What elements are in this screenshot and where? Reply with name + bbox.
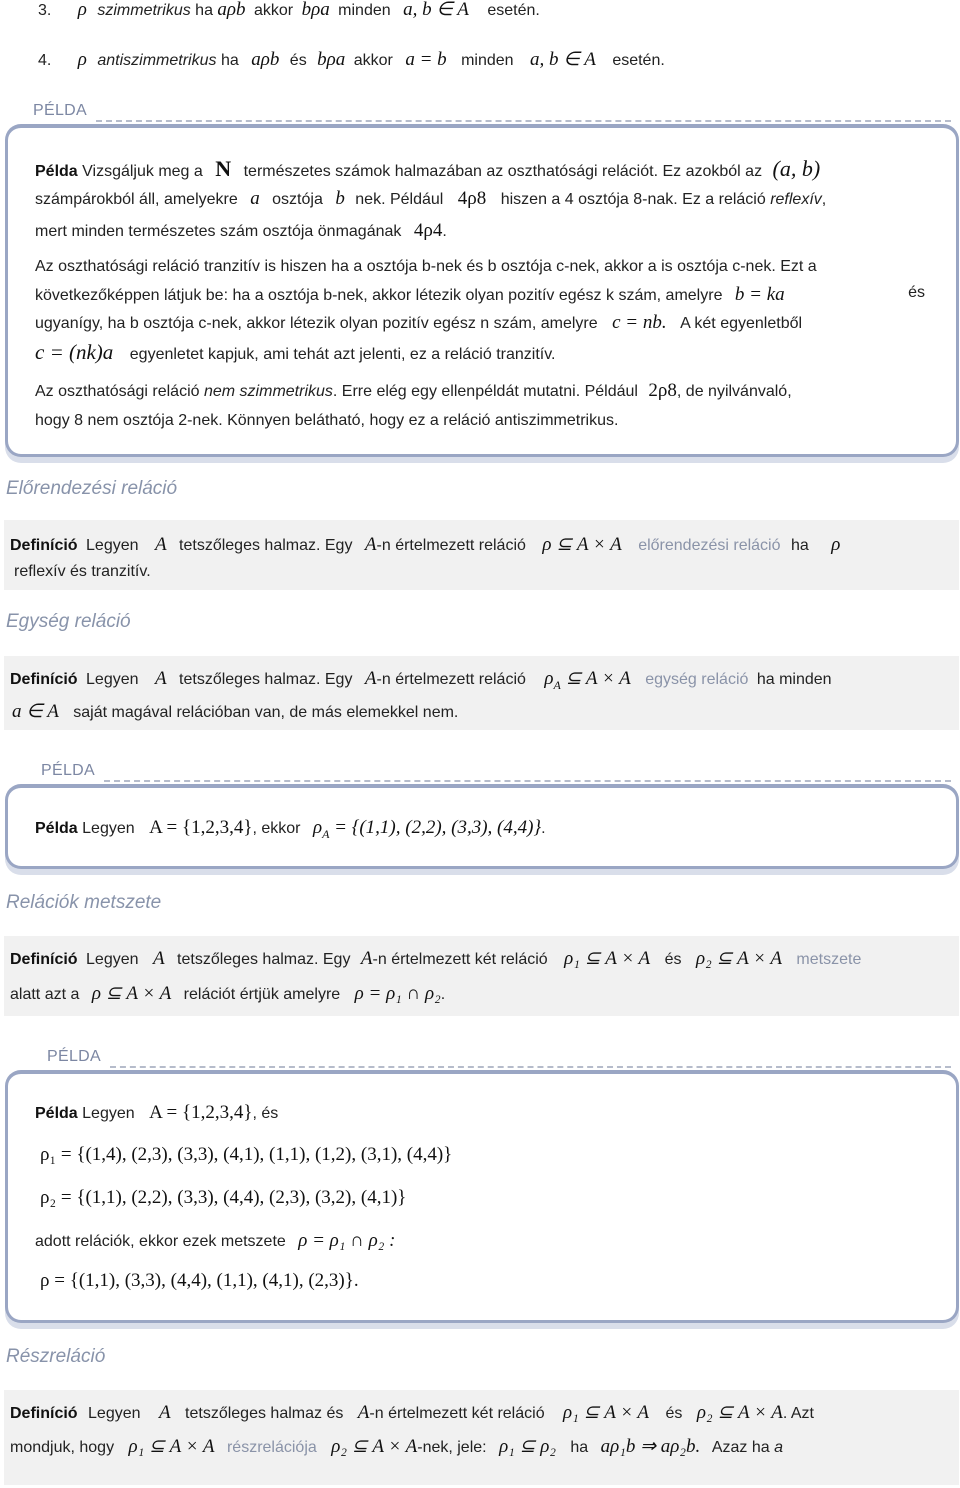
text: minden bbox=[461, 52, 514, 69]
text: tetszőleges halmaz és bbox=[185, 1405, 344, 1422]
text: , bbox=[821, 191, 827, 208]
formula: ρ = ρ₁ ∩ ρ₂ : bbox=[298, 1230, 396, 1251]
text: alatt azt a bbox=[10, 986, 80, 1003]
example-text-line bbox=[35, 380, 792, 402]
text: , és bbox=[252, 1105, 279, 1122]
example-text-line bbox=[35, 340, 555, 365]
definition-line bbox=[12, 700, 458, 723]
formula: ρ bbox=[831, 534, 841, 555]
definition-line bbox=[10, 982, 445, 1005]
text: . bbox=[541, 820, 546, 837]
text: esetén. bbox=[487, 2, 540, 19]
text: -nek, jele: bbox=[417, 1439, 487, 1456]
text: ha bbox=[570, 1439, 589, 1456]
formula: A bbox=[364, 534, 377, 555]
text: Az oszthatósági reláció tranzitív is hiszen ha a osztója b-nek és b osztója c-nek, akkor a is osztója c-nek. Ezt a bbox=[35, 258, 817, 275]
text: Legyen bbox=[86, 951, 139, 968]
text: mert minden természetes szám osztója önmagának bbox=[35, 223, 402, 240]
defined-term: metszete bbox=[796, 951, 862, 968]
list-item-3 bbox=[38, 0, 540, 21]
formula: A bbox=[357, 1402, 370, 1423]
text: esetén. bbox=[612, 52, 665, 69]
definition-line bbox=[14, 563, 151, 581]
formula: ρ₁ ⊆ ρ₂ bbox=[499, 1436, 556, 1457]
dashed-divider bbox=[110, 1066, 951, 1068]
definition-label: Definíció bbox=[10, 671, 78, 688]
formula: ρ₂ = {(1,1), (2,2), (3,3), (4,4), (2,3), (3,2), (4,1)} bbox=[40, 1187, 407, 1208]
formula: b = ka bbox=[734, 284, 785, 305]
text: mondjuk, hogy bbox=[10, 1439, 115, 1456]
text: . bbox=[440, 986, 446, 1003]
definition-label: Definíció bbox=[10, 951, 78, 968]
text: tetszőleges halmaz. Egy bbox=[179, 537, 353, 554]
text: nem szimmetrikus bbox=[203, 383, 333, 400]
text: . Erre elég egy ellenpéldát mutatni. Például bbox=[332, 383, 638, 400]
text: . bbox=[442, 223, 447, 240]
example-text-line bbox=[35, 412, 618, 430]
formula: ρ₂ ⊆ A × A bbox=[695, 948, 782, 969]
formula: b bbox=[335, 188, 345, 209]
text: Legyen bbox=[86, 537, 139, 554]
defined-term: egység reláció bbox=[645, 671, 749, 688]
formula: A bbox=[154, 534, 167, 555]
text: és bbox=[289, 52, 307, 69]
formula: ρ₂ ⊆ A × A bbox=[696, 1402, 783, 1423]
text: . Azt bbox=[782, 1405, 814, 1422]
formula: aρb bbox=[217, 0, 246, 20]
text: A két egyenletből bbox=[680, 315, 803, 332]
text: ha bbox=[195, 2, 213, 19]
text: ugyanígy, ha b osztója c-nek, akkor létezik olyan pozitív egész n szám, amelyre bbox=[35, 315, 598, 332]
example-lead: Példa bbox=[35, 1105, 78, 1122]
formula: c = (nk)a bbox=[35, 340, 114, 364]
formula: ρ₁ ⊆ A × A bbox=[563, 1402, 650, 1423]
text: egyenletet kapjuk, ami tehát azt jelenti, ez a reláció tranzitív. bbox=[129, 346, 556, 363]
formula: A bbox=[154, 668, 167, 689]
example-text-line bbox=[35, 1102, 278, 1124]
formula: ρ ⊆ A × A bbox=[542, 534, 622, 555]
formula: $\rho_A$ ⊆ A × A bbox=[544, 668, 631, 692]
text: Legyen bbox=[82, 1105, 135, 1122]
list-number: 3. bbox=[38, 2, 52, 19]
text: -n értelmezett reláció bbox=[376, 537, 526, 554]
example-text-line bbox=[35, 1230, 395, 1252]
text: saját magával relációban van, de más elemekkel nem. bbox=[73, 704, 459, 721]
text: hiszen a 4 osztója 8-nak. Ez a reláció bbox=[500, 191, 766, 208]
text: ha bbox=[790, 537, 809, 554]
text: tetszőleges halmaz. Egy bbox=[179, 671, 353, 688]
text: -n értelmezett két reláció bbox=[369, 1405, 545, 1422]
formula: ρ = ρ₁ ∩ ρ₂ bbox=[354, 983, 441, 1004]
rho-symbol: ρ bbox=[77, 49, 87, 70]
text: Azaz ha bbox=[711, 1439, 770, 1456]
text: , ekkor bbox=[252, 820, 301, 837]
text: akkor bbox=[254, 2, 294, 19]
list-number: 4. bbox=[38, 52, 52, 69]
text: hogy 8 nem osztója 2-nek. Könnyen belátható, hogy ez a reláció antiszimmetrikus. bbox=[35, 412, 619, 429]
section-title: Előrendezési reláció bbox=[6, 478, 178, 499]
text: ha minden bbox=[756, 671, 832, 688]
text: reflexív és tranzitív. bbox=[14, 563, 151, 580]
section-title: Relációk metszete bbox=[6, 892, 162, 913]
formula: a ∈ A bbox=[12, 701, 59, 722]
example-text-line bbox=[35, 284, 925, 306]
example-label: PÉLDA bbox=[41, 762, 95, 779]
text: osztója bbox=[272, 191, 323, 208]
example-text-line bbox=[35, 817, 546, 842]
example-text-line bbox=[35, 312, 802, 334]
formula: ρ₂ ⊆ A × A bbox=[331, 1436, 418, 1457]
natural-numbers-symbol: N bbox=[215, 156, 232, 181]
rho-symbol: ρ bbox=[77, 0, 87, 20]
text: és bbox=[664, 951, 682, 968]
section-title: Részreláció bbox=[6, 1346, 106, 1367]
section-title: Egység reláció bbox=[6, 611, 131, 632]
example-lead: Példa bbox=[35, 820, 78, 837]
formula: a = b bbox=[405, 49, 447, 70]
text: -n értelmezett reláció bbox=[376, 671, 526, 688]
text: ha bbox=[220, 52, 239, 69]
text: relációt értjük amelyre bbox=[183, 986, 341, 1003]
text: Legyen bbox=[88, 1405, 141, 1422]
property-name: antiszimmetrikus bbox=[97, 52, 217, 69]
formula: A bbox=[360, 948, 373, 969]
formula: bρa bbox=[317, 49, 346, 70]
dashed-divider bbox=[104, 780, 951, 782]
formula: 4ρ8 bbox=[457, 188, 487, 209]
definition-line bbox=[10, 1401, 814, 1424]
dashed-divider bbox=[96, 120, 951, 122]
formula: 2ρ8 bbox=[648, 380, 677, 401]
text: Legyen bbox=[86, 671, 139, 688]
example-label: PÉLDA bbox=[47, 1048, 101, 1065]
text: Az oszthatósági reláció bbox=[35, 383, 200, 400]
text: akkor bbox=[353, 52, 393, 69]
example-text-line bbox=[35, 156, 820, 182]
formula: ρ₁ ⊆ A × A bbox=[564, 948, 651, 969]
text: Legyen bbox=[82, 820, 135, 837]
list-item-4 bbox=[38, 48, 665, 71]
text: természetes számok halmazában az oszthatósági relációt. Ez azokból az bbox=[243, 163, 763, 180]
formula: a, b ∈ A bbox=[403, 0, 469, 20]
formula: 4ρ4 bbox=[413, 220, 443, 241]
property-name: szimmetrikus bbox=[97, 2, 191, 19]
defined-term: előrendezési reláció bbox=[638, 537, 781, 554]
text: következőképpen látjuk be: ha a osztója b-nek, akkor létezik olyan pozitív egész k szám, amelyre bbox=[35, 287, 723, 304]
definition-line bbox=[10, 667, 832, 693]
formula: ρ = {(1,1), (3,3), (4,4), (1,1), (4,1), (2,3)}. bbox=[40, 1270, 359, 1291]
formula: A bbox=[158, 1402, 171, 1423]
formula: bρa bbox=[301, 0, 330, 20]
definition-line bbox=[10, 1435, 783, 1458]
text: számpárokból áll, amelyekre bbox=[35, 191, 238, 208]
definition-label: Definíció bbox=[10, 537, 78, 554]
text: reflexív bbox=[770, 191, 822, 208]
text: a bbox=[774, 1439, 783, 1456]
formula: a bbox=[250, 188, 260, 209]
defined-term: részrelációja bbox=[226, 1439, 317, 1456]
text: tetszőleges halmaz. Egy bbox=[177, 951, 351, 968]
example-text-line bbox=[35, 258, 817, 276]
text: nek. Például bbox=[355, 191, 444, 208]
example-text-line bbox=[35, 220, 447, 242]
formula: ρ₁ = {(1,4), (2,3), (3,3), (4,1), (1,1), (1,2), (3,1), (4,4)} bbox=[40, 1144, 453, 1165]
example-text-line bbox=[35, 188, 826, 210]
example-lead: Példa bbox=[35, 163, 78, 180]
text: adott relációk, ekkor ezek metszete bbox=[35, 1233, 286, 1250]
formula: A bbox=[152, 948, 165, 969]
formula: ρ₁ ⊆ A × A bbox=[128, 1436, 215, 1457]
text: és bbox=[665, 1405, 683, 1422]
formula: a, b ∈ A bbox=[530, 49, 596, 70]
text: Vizsgáljuk meg a bbox=[82, 163, 203, 180]
definition-line bbox=[10, 947, 861, 970]
formula: c = nb. bbox=[612, 312, 667, 333]
formula: aρb bbox=[251, 49, 280, 70]
text: -n értelmezett két reláció bbox=[372, 951, 548, 968]
text: és bbox=[908, 284, 925, 301]
formula: ρ ⊆ A × A bbox=[91, 983, 172, 1004]
definition-line bbox=[10, 533, 840, 556]
formula: A = {1,2,3,4} bbox=[149, 1102, 253, 1123]
formula: $\rho_A = \{(1,1)$, (2,2), (3,3), (4,4)} bbox=[312, 817, 542, 841]
text: minden bbox=[338, 2, 391, 19]
example-label: PÉLDA bbox=[33, 102, 87, 119]
definition-label: Definíció bbox=[10, 1405, 78, 1422]
formula: (a, b) bbox=[772, 156, 821, 181]
text: , de nyilvánvaló, bbox=[676, 383, 792, 400]
formula: A = {1,2,3,4} bbox=[149, 817, 253, 838]
formula: A bbox=[364, 668, 377, 689]
formula: aρ₁b ⇒ aρ₂b. bbox=[600, 1436, 701, 1457]
